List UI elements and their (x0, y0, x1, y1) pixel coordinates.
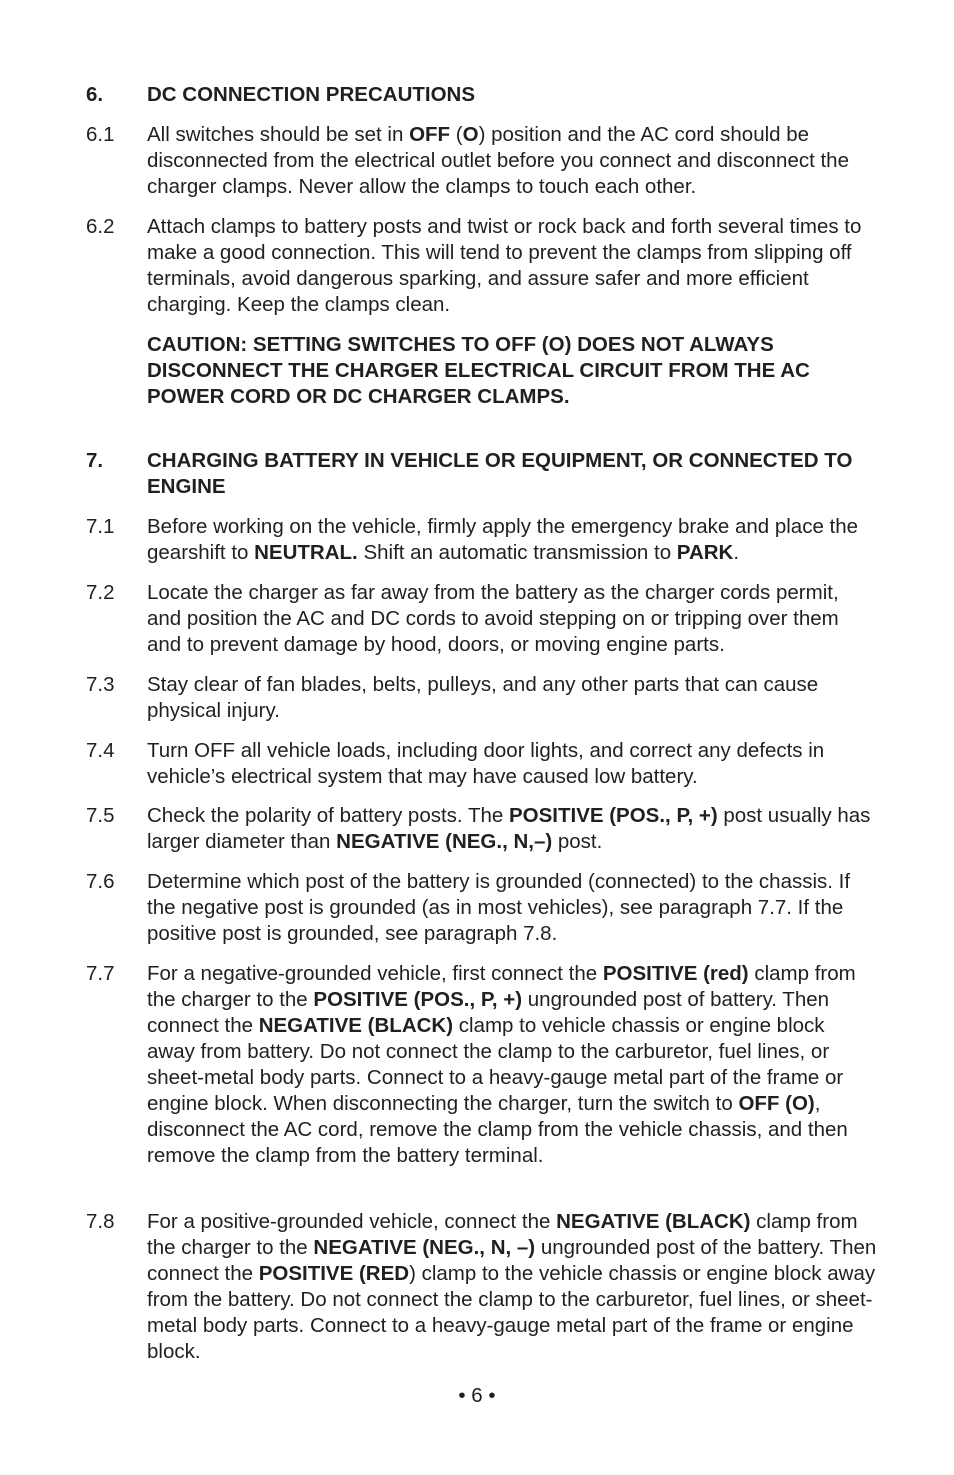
paragraph-item (86, 122, 886, 200)
item-text (147, 672, 877, 724)
text-run: clamp from the charger to the (147, 1210, 858, 1259)
item-text (147, 869, 877, 947)
text-run: Attach clamps to battery posts and twist or rock back and forth several times to make a good connection. This will tend to prevent the clamps from slipping off terminals, avoid dangerous sparking, and assure safer and more efficient charging. Keep the clamps clean. (147, 215, 862, 316)
text-run-bold: NEGATIVE (NEG., N, –) (313, 1236, 536, 1259)
caution-note: CAUTION: SETTING SWITCHES TO OFF (O) DOES NOT ALWAYS DISCONNECT THE CHARGER ELECTRICAL CIRCUIT FROM THE AC POWER CORD OR DC CHARGER CLAMPS. (147, 333, 810, 408)
item-text (147, 214, 877, 318)
text-run-bold: PARK (676, 541, 734, 564)
section-heading (86, 448, 886, 500)
item-text (147, 961, 877, 1169)
text-run: , disconnect the AC cord, remove the clamp from the vehicle chassis, and then remove the clamp from the battery terminal. (147, 1092, 848, 1167)
text-run: All switches should be set in (147, 123, 410, 146)
text-run: ) position and the AC cord should be disconnected from the electrical outlet before you connect and disconnect the charger clamps. Never allow the clamps to touch each other. (147, 123, 849, 198)
text-run: ungrounded post of the battery. Then connect the (147, 1236, 877, 1285)
text-run: Check the polarity of battery posts. The (147, 804, 509, 827)
item-number: 7.8 (86, 1210, 115, 1233)
text-run-bold: OFF (409, 123, 451, 146)
text-run: . (733, 541, 740, 564)
text-run: Before working on the vehicle, firmly apply the emergency brake and place the gearshift to (147, 515, 859, 564)
item-text (147, 580, 877, 658)
text-run-bold: POSITIVE (red) (602, 962, 749, 985)
text-run-bold: NEUTRAL. (254, 541, 358, 564)
text-run-bold: POSITIVE (POS., P, +) (508, 804, 718, 827)
paragraph-item (86, 514, 886, 566)
text-run: post. (552, 830, 603, 853)
text-run-bold: NEGATIVE (BLACK) (556, 1210, 751, 1233)
text-run: ) clamp to the vehicle chassis or engine block away from the battery. Do not connect the clamp to the carburetor, fuel lines, or sheet-metal body parts. Connect to a heavy-gauge metal part of the frame or engine block. (147, 1262, 876, 1363)
item-number: 7.6 (86, 870, 115, 893)
item-number: 7.5 (86, 804, 115, 827)
paragraph-item (86, 580, 886, 658)
text-run: ungrounded post of battery. Then connect the (147, 988, 830, 1037)
text-run: For a negative-grounded vehicle, first connect the (147, 962, 603, 985)
section-number: 7. (86, 449, 104, 472)
text-run: clamp from the charger to the (147, 962, 856, 1011)
item-number: 6.2 (86, 215, 115, 238)
paragraph-item (86, 672, 886, 724)
paragraph-item (86, 961, 886, 1169)
text-run: Determine which post of the battery is grounded (connected) to the chassis. If the negative post is grounded (as in most vehicles), see paragraph 7.7. If the positive post is grounded, see paragraph 7.8. (147, 870, 851, 945)
text-run-bold: NEGATIVE (BLACK) (258, 1014, 454, 1037)
text-run: For a positive-grounded vehicle, connect the (147, 1210, 557, 1233)
page-number: • 6 • (458, 1384, 496, 1407)
item-text (147, 803, 877, 855)
text-run-bold: OFF (O) (738, 1092, 815, 1115)
paragraph-item (86, 214, 886, 318)
text-run-bold: NEGATIVE (NEG., N,–) (336, 830, 553, 853)
paragraph-item (86, 1209, 886, 1365)
item-text (147, 738, 877, 790)
item-number: 7.7 (86, 962, 115, 985)
text-run-bold: POSITIVE (POS., P, +) (313, 988, 523, 1011)
section-title: DC CONNECTION PRECAUTIONS (147, 83, 476, 106)
section-heading (86, 82, 886, 108)
item-text (147, 1209, 877, 1365)
paragraph-item (86, 803, 886, 855)
text-run: Stay clear of fan blades, belts, pulleys, and any other parts that can cause physical injury. (147, 673, 819, 722)
item-text (147, 514, 877, 566)
item-number: 7.4 (86, 739, 115, 762)
text-run: post usually has larger diameter than (147, 804, 871, 853)
section-title: CHARGING BATTERY IN VEHICLE OR EQUIPMENT, OR CONNECTED TO ENGINE (147, 449, 853, 498)
item-number: 7.1 (86, 515, 115, 538)
item-text (147, 122, 877, 200)
text-run: clamp to vehicle chassis or engine block away from battery. Do not connect the clamp to the carburetor, fuel lines, or sheet-metal body parts. Connect to a heavy-gauge metal part of the frame or engine block. When disconnecting the charger, turn the switch to (147, 1014, 844, 1115)
paragraph-item (86, 869, 886, 947)
text-run: Turn OFF all vehicle loads, including door lights, and correct any defects in vehicle’s electrical system that may have caused low battery. (147, 739, 825, 788)
text-run: Shift an automatic transmission to (357, 541, 677, 564)
item-number: 6.1 (86, 123, 115, 146)
section-number: 6. (86, 83, 104, 106)
paragraph-item (86, 738, 886, 790)
text-run-bold: O (462, 123, 479, 146)
item-number: 7.2 (86, 581, 115, 604)
item-number: 7.3 (86, 673, 115, 696)
text-run-bold: POSITIVE (RED (258, 1262, 410, 1285)
text-run: Locate the charger as far away from the battery as the charger cords permit, and position the AC and DC cords to avoid stepping on or tripping over them and to prevent damage by hood, doors, or moving engine parts. (147, 581, 839, 656)
text-run: ( (450, 123, 463, 146)
